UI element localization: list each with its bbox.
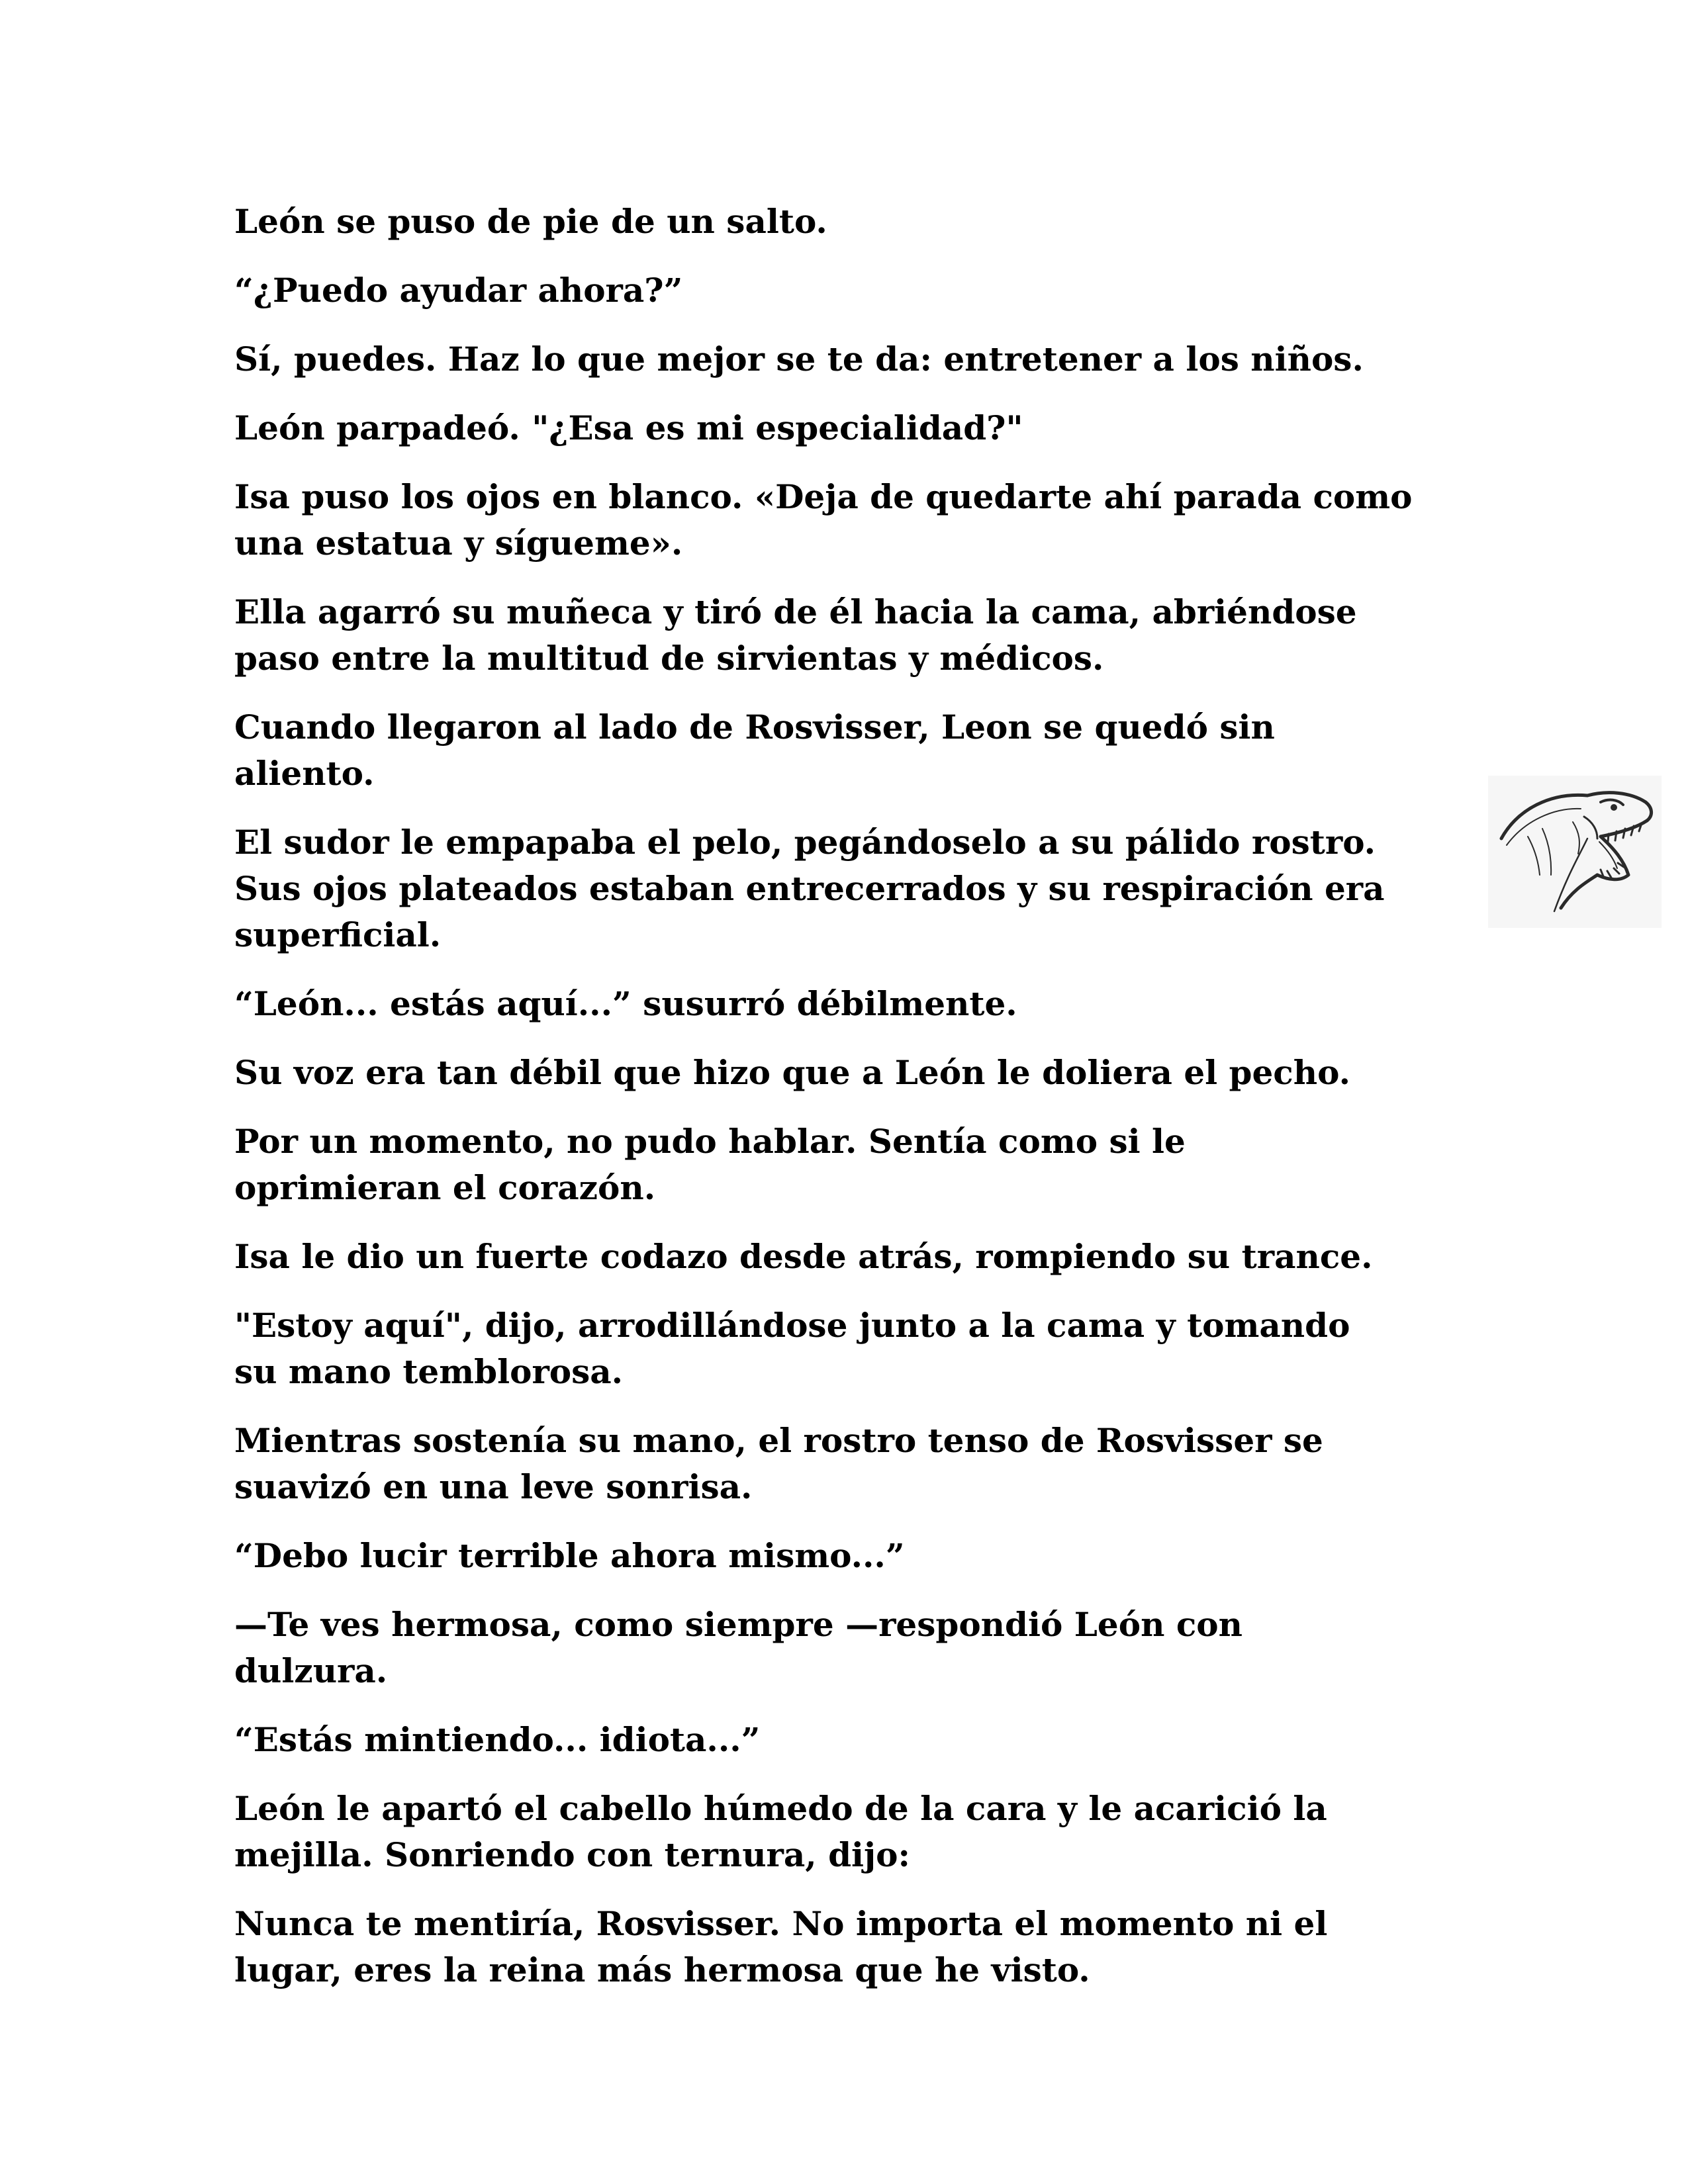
paragraph-6: Ella agarró su muñeca y tiró de él hacia la cama, abriéndose paso entre la multitud de sirvientas y médicos. (234, 592, 1357, 678)
paragraph-3: Sí, puedes. Haz lo que mejor se te da: entretener a los niños. (234, 340, 1364, 379)
paragraph-19: Nunca te mentiría, Rosvisser. No importa el momento ni el lugar, eres la reina más hermosa que he visto. (234, 1904, 1328, 1989)
paragraph-4: León parpadeó. "¿Esa es mi especialidad?" (234, 408, 1023, 447)
paragraph-12: Isa le dio un fuerte codazo desde atrás, rompiendo su trance. (234, 1237, 1373, 1276)
paragraph-9: “León... estás aquí...” susurró débilmente. (234, 984, 1017, 1023)
dinosaur-head-sketch-icon (1488, 776, 1662, 928)
paragraph-13: "Estoy aquí", dijo, arrodillándose junto a la cama y tomando su mano temblorosa. (234, 1306, 1350, 1391)
paragraph-7: Cuando llegaron al lado de Rosvisser, Leon se quedó sin aliento. (234, 707, 1275, 793)
paragraph-18: León le apartó el cabello húmedo de la cara y le acarició la mejilla. Sonriendo con ternura, dijo: (234, 1789, 1327, 1874)
paragraph-15: “Debo lucir terrible ahora mismo...” (234, 1536, 905, 1575)
paragraph-5: Isa puso los ojos en blanco. «Deja de quedarte ahí parada como una estatua y sígueme». (234, 477, 1413, 563)
paragraph-11: Por un momento, no pudo hablar. Sentía como si le oprimieran el corazón. (234, 1122, 1186, 1207)
paragraph-2: “¿Puedo ayudar ahora?” (234, 271, 683, 310)
paragraph-10: Su voz era tan débil que hizo que a León le doliera el pecho. (234, 1053, 1350, 1092)
paragraph-16: —Te ves hermosa, como siempre —respondió León con dulzura. (234, 1605, 1243, 1690)
paragraph-1: León se puso de pie de un salto. (234, 202, 827, 241)
paragraph-17: “Estás mintiendo... idiota...” (234, 1720, 761, 1759)
paragraph-8: El sudor le empapaba el pelo, pegándoselo a su pálido rostro. Sus ojos plateados estaban entrecerrados y su respiración era superficial. (234, 823, 1385, 954)
paragraph-14: Mientras sostenía su mano, el rostro tenso de Rosvisser se suavizó en una leve sonrisa. (234, 1421, 1323, 1506)
text-column (234, 199, 1479, 2016)
